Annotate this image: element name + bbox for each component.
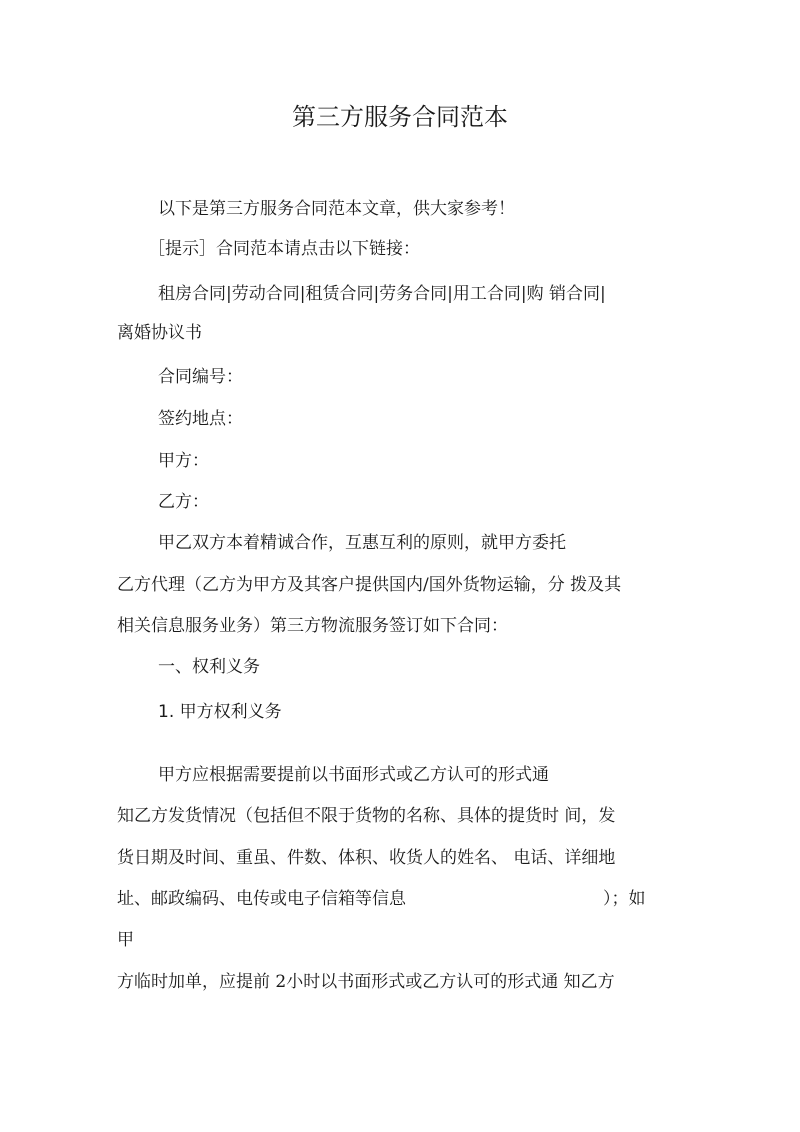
agreement-para-line-1: 甲乙双方本着精诚合作，互惠互利的原则，就甲方委托	[158, 533, 566, 553]
document-title: 第三方服务合同范本	[292, 103, 508, 131]
subsection-heading-party-a: 1. 甲方权利义务	[158, 702, 282, 722]
agreement-para-line-2: 乙方代理（乙方为甲方及其客户提供国内/国外货物运输，分 拨及其	[117, 575, 622, 595]
tip-paragraph: ［提示］合同范本请点击以下链接：	[148, 239, 420, 259]
party-b-label: 乙方：	[158, 492, 209, 512]
intro-paragraph: 以下是第三方服务合同范本文章，供大家参考！	[158, 199, 515, 219]
signing-place-label: 签约地点：	[158, 409, 243, 429]
obligation-para-line-4a: 址、邮政编码、电传或电子信箱等信息	[117, 889, 406, 909]
obligation-para-line-1: 甲方应根据需要提前以书面形式或乙方认可的形式通	[158, 765, 549, 785]
agreement-para-line-3: 相关信息服务业务）第三方物流服务签订如下合同：	[117, 616, 508, 636]
contract-links-line[interactable]: 租房合同|劳动合同|租赁合同|劳务合同|用工合同|购 销合同|	[158, 284, 606, 304]
contract-link-divorce[interactable]: 离婚协议书	[117, 323, 202, 343]
obligation-para-line-3: 货日期及时间、重虽、件数、体积、收货人的姓名、 电话、详细地	[117, 848, 616, 868]
section-heading-rights: 一、权利义务	[158, 657, 260, 677]
obligation-para-line-5: 甲	[117, 930, 134, 950]
obligation-para-line-6: 方临时加单，应提前 2小时以书面形式或乙方认可的形式通 知乙方	[117, 972, 615, 992]
obligation-para-line-2: 知乙方发货情况（包括但不限于货物的名称、具体的提货时 间，发	[117, 806, 616, 826]
contract-number-label: 合同编号：	[158, 367, 243, 387]
party-a-label: 甲方：	[158, 451, 209, 471]
obligation-para-line-4b: ）；如	[603, 889, 646, 909]
